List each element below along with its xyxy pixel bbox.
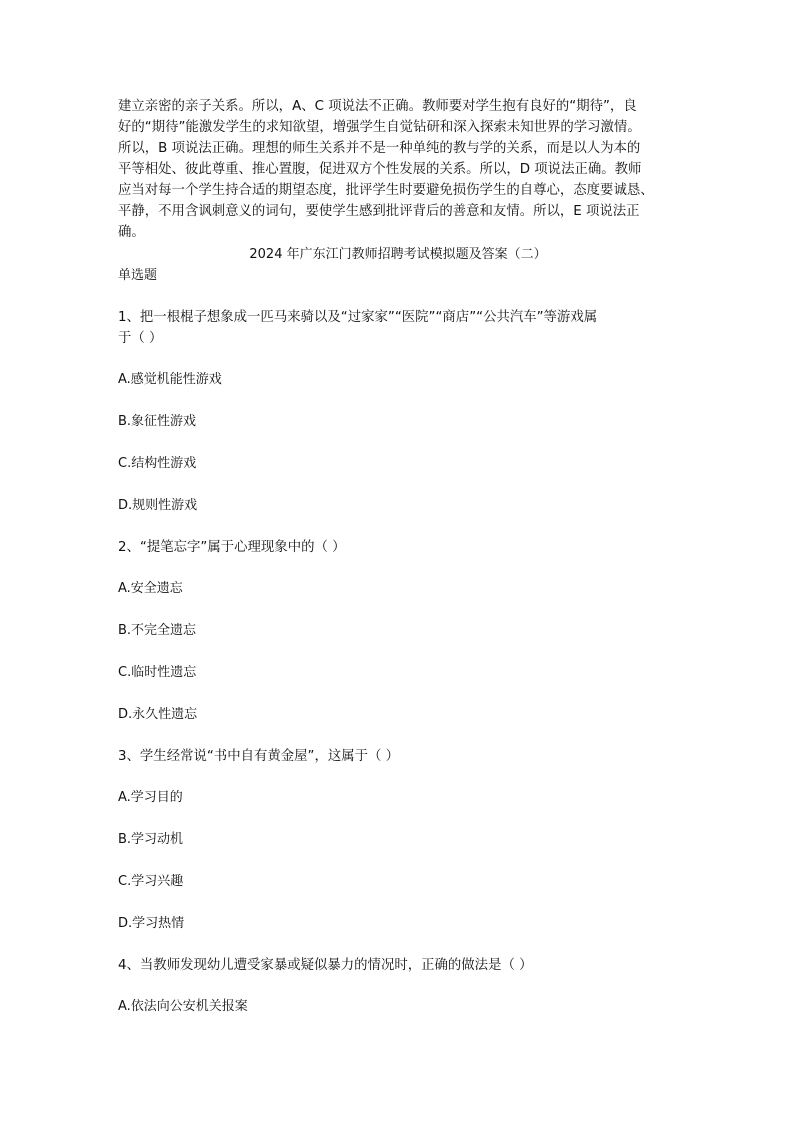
option-c: C.学习兴趣 [118,874,184,889]
option-c: C.临时性遗忘 [118,665,197,680]
question-text: 1、把一根棍子想象成一匹马来骑以及“过家家”“医院”“商店”“公共汽车”等游戏属 [118,310,598,325]
option-a: A.感觉机能性游戏 [118,372,222,387]
intro-line: 好的“期待”能激发学生的求知欲望，增强学生自觉钻研和深入探索未知世界的学习激情。 [118,120,641,135]
option-b: B.不完全遗忘 [118,623,197,638]
question-4 [118,955,678,1017]
question-3 [118,746,678,934]
question-text: 4、当教师发现幼儿遭受家暴或疑似暴力的情况时，正确的做法是（ ） [118,958,533,973]
option-a: A.安全遗忘 [118,581,183,596]
option-d: D.永久性遗忘 [118,707,198,722]
question-text: 于（ ） [118,331,163,346]
question-text: 3、学生经常说“书中自有黄金屋”，这属于（ ） [118,749,400,764]
option-d: D.规则性游戏 [118,498,198,513]
intro-line: 平静，不用含讽刺意义的词句，要使学生感到批评背后的善意和友情。所以，E 项说法正 [118,204,640,219]
option-a: A.学习目的 [118,790,183,805]
section-label: 单选题 [118,268,158,283]
option-c: C.结构性游戏 [118,456,197,471]
option-b: B.象征性游戏 [118,414,197,429]
intro-line: 确。 [118,225,145,240]
option-a: A.依法向公安机关报案 [118,999,248,1014]
intro-line: 所以，B 项说法正确。理想的师生关系并不是一种单纯的教与学的关系，而是以人为本的 [118,141,641,156]
intro-line: 建立亲密的亲子关系。所以，A、C 项说法不正确。教师要对学生抱有良好的“期待”，良 [118,99,637,114]
option-d: D.学习热情 [118,916,185,931]
intro-paragraph [118,96,678,243]
intro-line: 应当对每一个学生持合适的期望态度，批评学生时要避免损伤学生的自尊心，态度要诚恳、 [118,183,654,198]
document-title: 2024 年广东江门教师招聘考试模拟题及答案（二） [249,247,547,262]
option-b: B.学习动机 [118,832,184,847]
intro-line: 平等相处、彼此尊重、推心置腹，促进双方个性发展的关系。所以，D 项说法正确。教师 [118,162,642,177]
question-1 [118,307,678,516]
document-page [118,96,678,1017]
question-text: 2、“提笔忘字”属于心理现象中的（ ） [118,540,346,555]
question-2 [118,537,678,725]
